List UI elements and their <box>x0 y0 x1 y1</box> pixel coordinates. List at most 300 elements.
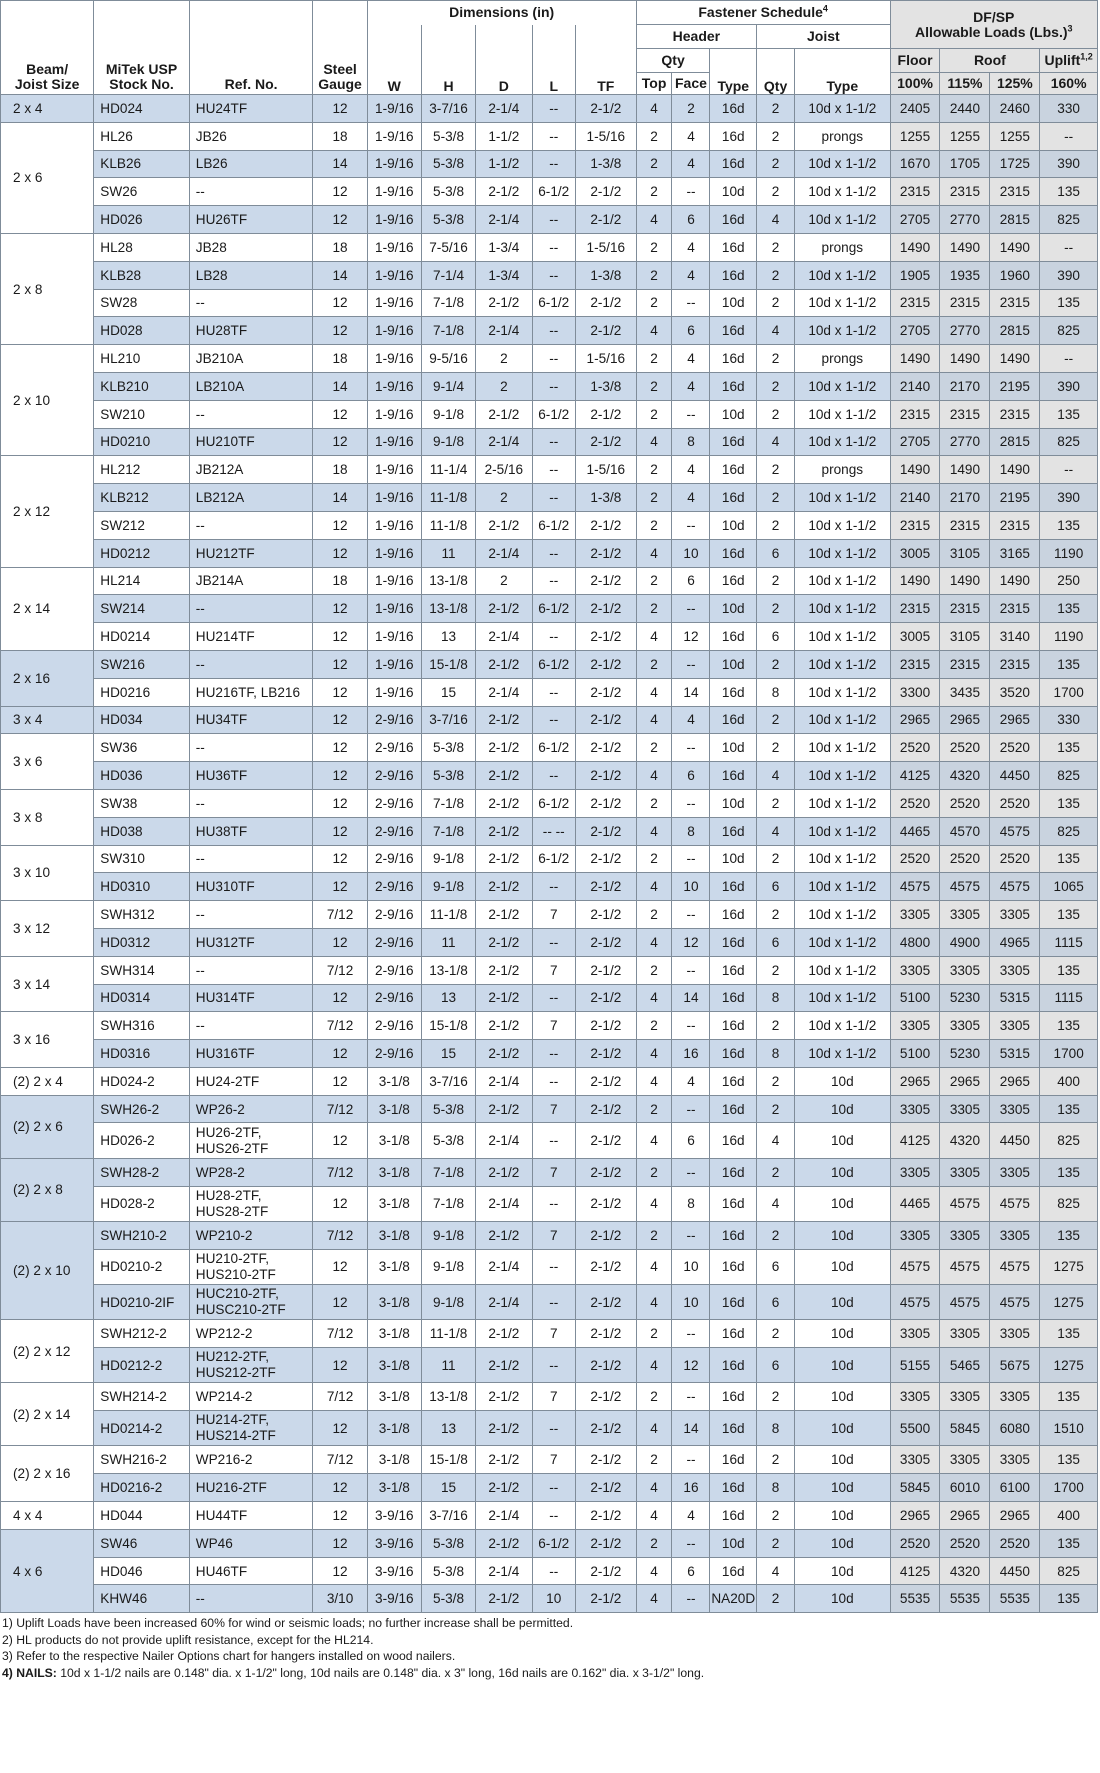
table-row <box>1 1320 1098 1348</box>
table-cell: 2-1/4 <box>476 539 532 567</box>
table-cell: 1115 <box>1040 984 1098 1012</box>
ref-no-line: HU26-2TF, <box>195 1124 262 1140</box>
table-cell: 2-1/2 <box>575 1123 636 1158</box>
table-cell: 2-1/2 <box>575 1502 636 1530</box>
table-cell: 825 <box>1040 817 1098 845</box>
table-cell: 12 <box>313 1474 367 1502</box>
table-cell: 3305 <box>990 901 1040 929</box>
table-cell: 2965 <box>890 1502 940 1530</box>
table-cell: 2-1/2 <box>575 734 636 762</box>
table-cell: 4320 <box>940 1123 990 1158</box>
table-cell: 12 <box>313 1067 367 1095</box>
table-cell: 2-1/4 <box>476 1557 532 1585</box>
table-cell: 10d x 1-1/2 <box>795 956 891 984</box>
gauge-header: Steel Gauge <box>313 1 367 95</box>
table-cell: 16d <box>710 428 757 456</box>
table-cell: 2-9/16 <box>367 706 421 734</box>
table-cell: 8 <box>757 1474 795 1502</box>
table-cell: HD036 <box>94 762 189 790</box>
table-cell: 7/12 <box>313 901 367 929</box>
table-cell: 7/12 <box>313 1012 367 1040</box>
table-cell: -- <box>532 456 575 484</box>
table-cell: 4 <box>636 1474 672 1502</box>
table-cell: 16d <box>710 1221 757 1249</box>
table-cell: 10d x 1-1/2 <box>795 706 891 734</box>
table-cell: 1490 <box>890 567 940 595</box>
table-cell: 10d x 1-1/2 <box>795 206 891 234</box>
table-cell: 8 <box>672 1186 710 1221</box>
table-cell: 2-1/2 <box>476 984 532 1012</box>
table-cell: 2 <box>672 95 710 123</box>
table-row <box>1 734 1098 762</box>
table-cell: 1510 <box>1040 1411 1098 1446</box>
table-cell: 4125 <box>890 1557 940 1585</box>
table-cell: 2 <box>476 484 532 512</box>
table-row <box>1 511 1098 539</box>
table-row <box>1 150 1098 178</box>
table-cell: 15-1/8 <box>421 1446 475 1474</box>
table-cell: 6-1/2 <box>532 789 575 817</box>
table-cell: 1-9/16 <box>367 428 421 456</box>
footnote-1: 1) Uplift Loads have been increased 60% for wind or seismic loads; no further increase shall be permitted. <box>2 1616 574 1631</box>
table-row <box>1 1040 1098 1068</box>
table-cell: 2 <box>636 289 672 317</box>
table-cell: 4 <box>636 1411 672 1446</box>
table-cell: 2-1/2 <box>575 1012 636 1040</box>
beam-size-header: Beam/ Joist Size <box>1 1 94 95</box>
table-cell: 2-1/2 <box>476 1446 532 1474</box>
table-cell: HU34TF <box>189 706 313 734</box>
table-cell: 3-1/8 <box>367 1158 421 1186</box>
table-cell <box>189 1186 313 1221</box>
table-cell: 16d <box>710 1186 757 1221</box>
table-cell: 1700 <box>1040 678 1098 706</box>
table-cell: 2-1/2 <box>476 1529 532 1557</box>
table-cell: JB210A <box>189 345 313 373</box>
table-cell: 10d x 1-1/2 <box>795 317 891 345</box>
table-row <box>1 206 1098 234</box>
table-cell: 2770 <box>940 317 990 345</box>
table-cell: 1-3/4 <box>476 261 532 289</box>
table-cell: 9-1/8 <box>421 873 475 901</box>
table-cell: 2 <box>757 1320 795 1348</box>
table-cell: -- <box>532 206 575 234</box>
pct-160-header: 160% <box>1040 73 1098 95</box>
table-cell: JB26 <box>189 122 313 150</box>
table-cell: 2-1/2 <box>575 1284 636 1319</box>
table-cell: 4 <box>636 706 672 734</box>
uplift-header: Uplift$^{1,2}$ <box>1040 49 1098 73</box>
table-cell: 1255 <box>990 122 1040 150</box>
table-cell: 13-1/8 <box>421 1383 475 1411</box>
table-cell: 1-5/16 <box>575 345 636 373</box>
table-cell: 4575 <box>990 873 1040 901</box>
table-cell: 4 <box>636 817 672 845</box>
table-cell: 2 <box>757 1095 795 1123</box>
table-cell: 16d <box>710 150 757 178</box>
table-cell: 3-1/8 <box>367 1474 421 1502</box>
table-cell: HD0214 <box>94 623 189 651</box>
table-cell: 10d <box>795 1095 891 1123</box>
table-cell: HU314TF <box>189 984 313 1012</box>
table-cell: 2 <box>757 1221 795 1249</box>
table-cell: -- <box>672 650 710 678</box>
pct-100-header: 100% <box>890 73 940 95</box>
table-cell: 2405 <box>890 95 940 123</box>
table-cell: 16d <box>710 817 757 845</box>
table-cell: 2440 <box>940 95 990 123</box>
table-cell: 2-1/2 <box>476 178 532 206</box>
table-cell: 10d <box>795 1585 891 1613</box>
table-cell: 2-1/2 <box>575 400 636 428</box>
table-cell: 10 <box>672 873 710 901</box>
table-cell: 2-1/2 <box>575 1320 636 1348</box>
table-cell: HU26TF <box>189 206 313 234</box>
table-cell: 10d <box>710 789 757 817</box>
table-cell: -- <box>532 1040 575 1068</box>
table-cell: 1700 <box>1040 1040 1098 1068</box>
table-cell: 7-5/16 <box>421 233 475 261</box>
table-cell: 8 <box>757 984 795 1012</box>
table-cell: 10d <box>795 1383 891 1411</box>
table-cell: 135 <box>1040 400 1098 428</box>
table-cell: 3-9/16 <box>367 1585 421 1613</box>
table-cell: 1-5/16 <box>575 122 636 150</box>
table-cell: 7/12 <box>313 1095 367 1123</box>
table-cell: SW46 <box>94 1529 189 1557</box>
table-cell: -- <box>672 956 710 984</box>
table-cell: 330 <box>1040 706 1098 734</box>
table-cell: 2 <box>636 400 672 428</box>
table-row <box>1 1529 1098 1557</box>
table-cell: SWH212-2 <box>94 1320 189 1348</box>
table-cell: 7-1/8 <box>421 789 475 817</box>
table-cell: 1-9/16 <box>367 261 421 289</box>
table-cell: 10d x 1-1/2 <box>795 928 891 956</box>
table-cell: 5-3/8 <box>421 734 475 762</box>
table-cell: 14 <box>672 984 710 1012</box>
table-cell: -- <box>672 1585 710 1613</box>
face-header: Face <box>672 73 710 95</box>
table-cell: -- <box>672 1320 710 1348</box>
table-cell: 16d <box>710 1095 757 1123</box>
table-cell: SWH312 <box>94 901 189 929</box>
table-cell: 10d <box>795 1249 891 1284</box>
table-cell: 4 <box>672 150 710 178</box>
table-cell: 10d x 1-1/2 <box>795 845 891 873</box>
table-cell: 2-1/2 <box>575 1348 636 1383</box>
table-cell: HU24-2TF <box>189 1067 313 1095</box>
table-cell: 2-1/2 <box>575 650 636 678</box>
table-cell: 3-1/8 <box>367 1320 421 1348</box>
table-cell: -- <box>189 595 313 623</box>
beam-size-cell: (2) 2 x 8 <box>1 1158 94 1221</box>
table-row <box>1 456 1098 484</box>
table-cell: 16d <box>710 956 757 984</box>
table-cell: 3305 <box>940 1221 990 1249</box>
table-cell: 6 <box>757 928 795 956</box>
table-row <box>1 1012 1098 1040</box>
table-cell: 2815 <box>990 428 1040 456</box>
table-cell: 2 <box>636 233 672 261</box>
table-cell: 12 <box>313 1040 367 1068</box>
table-cell: 2-1/2 <box>575 678 636 706</box>
table-cell: 10d <box>795 1557 891 1585</box>
table-cell: 2 <box>757 261 795 289</box>
table-cell: 2-1/2 <box>575 178 636 206</box>
table-cell: 3-1/8 <box>367 1348 421 1383</box>
table-cell: HU44TF <box>189 1502 313 1530</box>
table-row <box>1 678 1098 706</box>
table-cell: 2315 <box>940 650 990 678</box>
table-cell: 5845 <box>890 1474 940 1502</box>
table-cell: 10d x 1-1/2 <box>795 372 891 400</box>
table-cell: 2 <box>636 122 672 150</box>
table-cell: 12 <box>313 623 367 651</box>
beam-size-cell: 3 x 10 <box>1 845 94 901</box>
table-cell: HU214TF <box>189 623 313 651</box>
table-cell: WP28-2 <box>189 1158 313 1186</box>
table-row <box>1 1474 1098 1502</box>
table-cell: 2 <box>757 1446 795 1474</box>
table-cell: 2705 <box>890 206 940 234</box>
table-cell: 2520 <box>940 734 990 762</box>
table-cell: 11-1/8 <box>421 511 475 539</box>
table-cell: 5675 <box>990 1348 1040 1383</box>
table-cell: 16d <box>710 1383 757 1411</box>
table-cell: 3305 <box>990 1221 1040 1249</box>
table-cell: HD0310 <box>94 873 189 901</box>
table-cell: 10d <box>710 650 757 678</box>
header-type-header: Type <box>710 49 757 95</box>
table-cell: HD0216 <box>94 678 189 706</box>
table-cell: HU24TF <box>189 95 313 123</box>
table-cell: HD0212 <box>94 539 189 567</box>
table-cell: 2 <box>636 1446 672 1474</box>
table-cell: 12 <box>313 762 367 790</box>
table-cell: 16d <box>710 539 757 567</box>
table-cell: -- <box>532 372 575 400</box>
table-cell: JB28 <box>189 233 313 261</box>
table-cell: 14 <box>313 484 367 512</box>
table-cell: 8 <box>757 1040 795 1068</box>
table-cell: 10d <box>795 1186 891 1221</box>
table-cell: 16d <box>710 984 757 1012</box>
table-cell: 1255 <box>890 122 940 150</box>
table-cell: 1-1/2 <box>476 150 532 178</box>
table-cell: 3305 <box>940 1012 990 1040</box>
table-cell: 2-1/2 <box>476 1348 532 1383</box>
table-cell: 2-1/2 <box>476 595 532 623</box>
table-cell: 1490 <box>890 345 940 373</box>
table-cell: 2140 <box>890 372 940 400</box>
table-cell: 5535 <box>940 1585 990 1613</box>
table-cell: 2-1/2 <box>476 928 532 956</box>
table-row <box>1 1383 1098 1411</box>
table-cell: 2 <box>636 178 672 206</box>
table-cell: 3305 <box>990 1446 1040 1474</box>
table-cell: 6-1/2 <box>532 1529 575 1557</box>
table-cell: -- <box>532 623 575 651</box>
table-cell: 2-1/2 <box>476 1040 532 1068</box>
table-cell: 3305 <box>990 1383 1040 1411</box>
table-cell: 2 <box>636 456 672 484</box>
table-cell: 9-1/8 <box>421 845 475 873</box>
floor-header: Floor <box>890 49 940 73</box>
table-cell: 10d <box>795 1158 891 1186</box>
table-cell: 13-1/8 <box>421 595 475 623</box>
table-cell: 825 <box>1040 206 1098 234</box>
table-cell: -- <box>532 567 575 595</box>
table-cell: 10d <box>795 1529 891 1557</box>
table-cell: 2 <box>636 1529 672 1557</box>
table-cell: SWH28-2 <box>94 1158 189 1186</box>
table-cell: 12 <box>313 928 367 956</box>
table-cell: 1065 <box>1040 873 1098 901</box>
table-cell: 7-1/8 <box>421 317 475 345</box>
beam-size-cell: (2) 2 x 4 <box>1 1067 94 1095</box>
table-cell: 3305 <box>890 1158 940 1186</box>
table-cell: 3305 <box>890 1446 940 1474</box>
table-cell: -- <box>189 400 313 428</box>
table-cell: 2 <box>757 400 795 428</box>
table-cell: 2 <box>757 650 795 678</box>
table-cell: HD0210 <box>94 428 189 456</box>
table-cell: 14 <box>672 1411 710 1446</box>
table-cell: 11-1/4 <box>421 456 475 484</box>
table-cell: 10d <box>795 1411 891 1446</box>
table-cell: 4 <box>672 261 710 289</box>
table-cell: 2170 <box>940 372 990 400</box>
table-cell: 6-1/2 <box>532 178 575 206</box>
table-cell: 2 <box>636 1221 672 1249</box>
table-cell: 2 <box>636 150 672 178</box>
table-cell: 135 <box>1040 511 1098 539</box>
table-cell: 12 <box>313 650 367 678</box>
table-cell: 2-1/4 <box>476 428 532 456</box>
table-cell: 2-1/2 <box>575 1585 636 1613</box>
table-cell: 2-1/2 <box>476 762 532 790</box>
table-cell: 135 <box>1040 650 1098 678</box>
table-cell: 4900 <box>940 928 990 956</box>
table-cell: HD0210-2IF <box>94 1284 189 1319</box>
table-cell: 3305 <box>940 901 990 929</box>
table-cell: HD034 <box>94 706 189 734</box>
table-cell: 4575 <box>940 873 990 901</box>
table-cell: 4 <box>757 317 795 345</box>
table-cell: 2315 <box>890 511 940 539</box>
table-cell: 16d <box>710 1446 757 1474</box>
table-cell: 2-1/2 <box>575 956 636 984</box>
table-cell: 1-9/16 <box>367 95 421 123</box>
table-cell: 1-9/16 <box>367 400 421 428</box>
table-cell: 12 <box>313 178 367 206</box>
table-cell: HD026 <box>94 206 189 234</box>
table-cell: 3305 <box>940 956 990 984</box>
table-cell: 6 <box>757 1284 795 1319</box>
table-row <box>1 400 1098 428</box>
table-cell: 5-3/8 <box>421 122 475 150</box>
table-cell: 10d x 1-1/2 <box>795 901 891 929</box>
table-cell: -- <box>672 1529 710 1557</box>
table-cell: 7 <box>532 1383 575 1411</box>
footnote-3: 3) Refer to the respective Nailer Options chart for hangers installed on wood nailers. <box>2 1649 456 1664</box>
table-cell: KLB28 <box>94 261 189 289</box>
table-cell: 5315 <box>990 984 1040 1012</box>
table-cell: 2770 <box>940 428 990 456</box>
table-cell: 4 <box>636 428 672 456</box>
table-cell: -- <box>672 901 710 929</box>
table-cell: 1-3/8 <box>575 261 636 289</box>
table-cell: 12 <box>313 789 367 817</box>
table-cell: 1-5/16 <box>575 233 636 261</box>
table-cell: 10d x 1-1/2 <box>795 400 891 428</box>
table-cell: 2-9/16 <box>367 873 421 901</box>
table-cell: 2 <box>636 484 672 512</box>
table-cell: 12 <box>313 1557 367 1585</box>
table-cell: WP26-2 <box>189 1095 313 1123</box>
ref-no-line: HUS210-2TF <box>195 1266 276 1282</box>
table-cell: WP46 <box>189 1529 313 1557</box>
table-header <box>1 1 1098 95</box>
allowable-loads-header: DF/SP Allowable Loads $(Lbs.)^3$ <box>890 1 1097 49</box>
table-cell: 16d <box>710 122 757 150</box>
table-cell: -- <box>672 178 710 206</box>
table-row <box>1 873 1098 901</box>
table-cell: KLB210 <box>94 372 189 400</box>
table-cell: 2 <box>636 1320 672 1348</box>
table-cell: SWH314 <box>94 956 189 984</box>
table-cell: 16d <box>710 1249 757 1284</box>
beam-size-cell: 2 x 12 <box>1 456 94 567</box>
beam-size-cell: 2 x 8 <box>1 233 94 344</box>
table-cell: 2-1/2 <box>476 289 532 317</box>
table-cell: -- <box>532 345 575 373</box>
table-cell: -- <box>532 762 575 790</box>
table-cell: 2-1/2 <box>575 1446 636 1474</box>
stock-no-header: MiTek USP Stock No. <box>94 1 189 95</box>
table-cell: 3105 <box>940 539 990 567</box>
beam-size-cell: 2 x 6 <box>1 122 94 233</box>
table-cell: prongs <box>795 233 891 261</box>
table-cell: 4 <box>636 1186 672 1221</box>
table-row <box>1 345 1098 373</box>
table-cell: 3305 <box>940 1320 990 1348</box>
table-cell: 9-1/4 <box>421 372 475 400</box>
table-row <box>1 1446 1098 1474</box>
table-cell: 2315 <box>890 595 940 623</box>
table-cell: 2 <box>636 1095 672 1123</box>
table-cell: HL214 <box>94 567 189 595</box>
table-cell: HU316TF <box>189 1040 313 1068</box>
table-cell: 1275 <box>1040 1284 1098 1319</box>
table-cell: 2-1/2 <box>575 1067 636 1095</box>
qty-header: Qty <box>636 49 710 73</box>
table-cell: 1-9/16 <box>367 456 421 484</box>
table-cell: -- <box>532 1186 575 1221</box>
table-cell: 4 <box>636 539 672 567</box>
table-cell: 7-1/8 <box>421 289 475 317</box>
table-cell: 3-1/8 <box>367 1221 421 1249</box>
table-cell: 2520 <box>890 734 940 762</box>
table-cell: LB210A <box>189 372 313 400</box>
table-cell: 2-1/2 <box>575 1557 636 1585</box>
table-cell: HD0216-2 <box>94 1474 189 1502</box>
table-cell: 2315 <box>940 400 990 428</box>
table-cell: 10d x 1-1/2 <box>795 595 891 623</box>
table-cell: 2 <box>757 233 795 261</box>
table-cell: 5230 <box>940 984 990 1012</box>
